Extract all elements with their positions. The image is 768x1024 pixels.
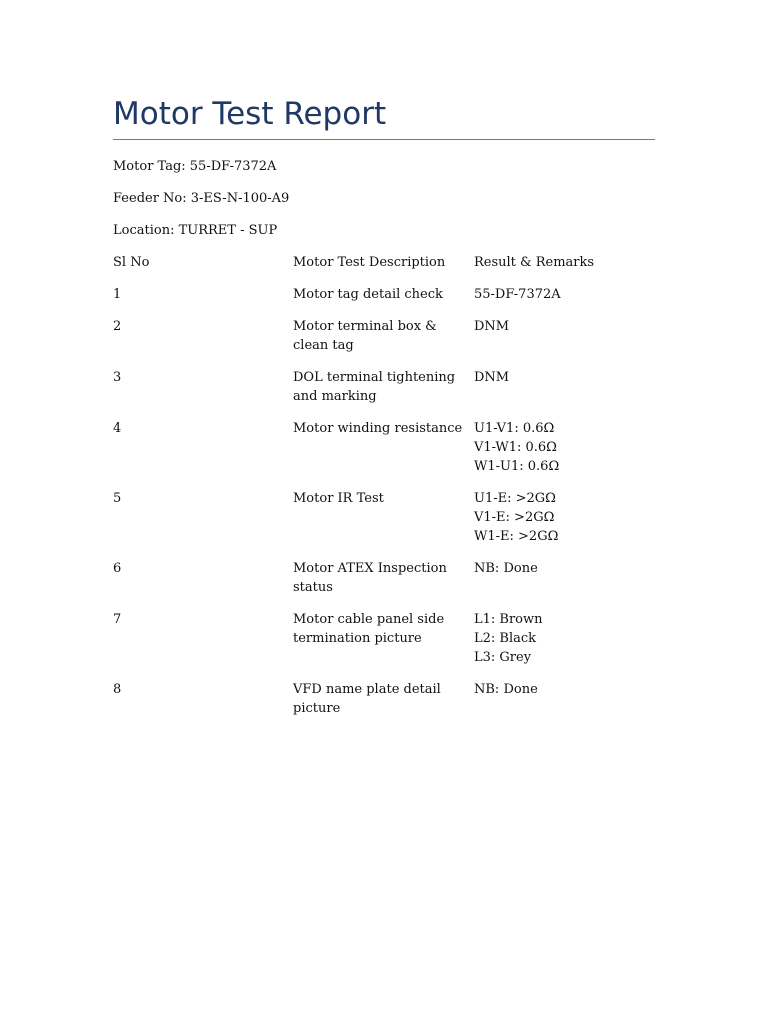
row-description: Motor tag detail check (293, 287, 443, 302)
row-sl: 4 (113, 421, 122, 436)
row-sl: 2 (113, 319, 122, 334)
row-result (474, 680, 655, 731)
row-sl: 8 (113, 682, 122, 697)
result-line: DNM (474, 370, 510, 385)
table-row (113, 489, 655, 559)
row-result (474, 559, 655, 610)
row-sl: 7 (113, 612, 122, 627)
row-description: Motor winding resistance (293, 421, 463, 436)
table-row (113, 419, 655, 489)
row-result (474, 489, 655, 559)
table-row (113, 368, 655, 419)
row-description: Motor cable panel side termination picture (293, 612, 445, 646)
table-header-row (113, 253, 655, 285)
result-line: NB: Done (474, 682, 538, 697)
table-row (113, 559, 655, 610)
table-row (113, 680, 655, 731)
title-divider (113, 139, 655, 140)
result-line: L1: Brown (474, 612, 543, 627)
row-result (474, 610, 655, 680)
header-result: Result & Remarks (474, 255, 595, 270)
location-line: Location: TURRET - SUP (113, 223, 278, 238)
row-sl: 5 (113, 491, 122, 506)
document-page (113, 96, 655, 731)
result-line: L3: Grey (474, 650, 532, 665)
header-sl-no: Sl No (113, 255, 150, 270)
result-line: NB: Done (474, 561, 538, 576)
page-title: Motor Test Report (113, 96, 387, 132)
motor-tag-line: Motor Tag: 55-DF-7372A (113, 159, 277, 174)
row-description: Motor terminal box & clean tag (293, 319, 437, 353)
row-sl: 1 (113, 287, 122, 302)
row-description: VFD name plate detail picture (293, 682, 441, 716)
table-row (113, 285, 655, 317)
feeder-line: Feeder No: 3-ES-N-100-A9 (113, 191, 290, 206)
result-line: W1-E: >2GΩ (474, 529, 559, 544)
result-line: DNM (474, 319, 510, 334)
result-line: U1-E: >2GΩ (474, 491, 556, 506)
table-row (113, 610, 655, 680)
result-line: V1-W1: 0.6Ω (474, 440, 557, 455)
row-result (474, 317, 655, 368)
result-line: U1-V1: 0.6Ω (474, 421, 555, 436)
result-line: W1-U1: 0.6Ω (474, 459, 560, 474)
row-description: Motor ATEX Inspection status (293, 561, 447, 595)
table-row (113, 317, 655, 368)
row-result (474, 285, 655, 317)
header-description: Motor Test Description (293, 255, 446, 270)
result-line: 55-DF-7372A (474, 287, 561, 302)
row-sl: 6 (113, 561, 122, 576)
row-result (474, 419, 655, 489)
row-description: DOL terminal tightening and marking (293, 370, 456, 404)
result-line: V1-E: >2GΩ (474, 510, 555, 525)
row-sl: 3 (113, 370, 122, 385)
row-result (474, 368, 655, 419)
test-table (113, 253, 655, 731)
row-description: Motor IR Test (293, 491, 384, 506)
result-line: L2: Black (474, 631, 537, 646)
